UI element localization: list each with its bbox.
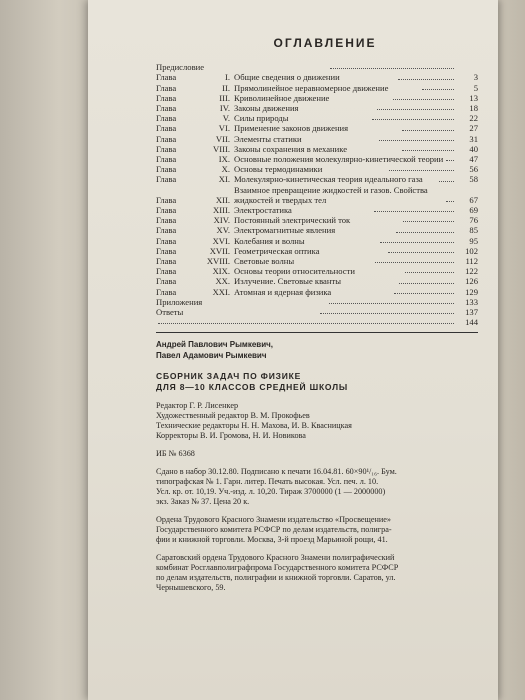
toc-page-number: 126 bbox=[465, 276, 479, 287]
toc-leader-dots bbox=[439, 181, 454, 182]
toc-row bbox=[156, 113, 478, 123]
toc-chapter-number: XIII. bbox=[213, 205, 230, 216]
toc-chapter-number: XVI. bbox=[212, 235, 230, 246]
author-1: Андрей Павлович Рымкевич, bbox=[156, 340, 273, 350]
toc-row bbox=[156, 287, 478, 297]
toc-row bbox=[156, 266, 478, 276]
toc-page-number: 3 bbox=[473, 72, 478, 83]
toc-chapter-number: XX. bbox=[215, 276, 230, 287]
toc-entry-title: Геометрическая оптика bbox=[234, 245, 320, 256]
toc-row bbox=[156, 123, 478, 133]
toc-row bbox=[156, 93, 478, 103]
printer-line: по делам издательств, полиграфии и книжной торговли. Саратов, ул. bbox=[156, 573, 396, 583]
toc-page-number: 18 bbox=[469, 103, 478, 114]
print-line: Усл. кр. от. 10,19. Уч.-изд. л. 10,20. Тираж 3700000 (1 — 2000000) bbox=[156, 487, 386, 497]
toc-row bbox=[156, 164, 478, 174]
toc-page-number: 129 bbox=[465, 286, 479, 297]
toc-list bbox=[156, 62, 478, 327]
toc-chapter-word: Глава bbox=[156, 123, 177, 134]
authors bbox=[156, 339, 478, 361]
toc-entry-title: Электростатика bbox=[234, 205, 292, 216]
toc-page-number: 5 bbox=[473, 82, 479, 93]
toc-chapter-number: XIV. bbox=[213, 215, 230, 226]
toc-row bbox=[156, 246, 478, 256]
toc-row bbox=[156, 307, 478, 317]
toc-entry-title: Общие сведения о движении bbox=[234, 72, 340, 83]
ib-text: ИБ № 6368 bbox=[156, 449, 195, 459]
toc-leader-dots bbox=[320, 313, 454, 314]
toc-leader-dots bbox=[375, 262, 454, 263]
toc-page-number: 58 bbox=[469, 174, 479, 185]
toc-chapter-word: Глава bbox=[156, 164, 177, 175]
printer-line: Чернышевского, 59. bbox=[156, 583, 226, 593]
toc-page-number: 31 bbox=[469, 133, 478, 144]
toc-row bbox=[156, 62, 478, 72]
editor-line: Редактор Г. Р. Лисенкер bbox=[156, 401, 239, 411]
toc-chapter-word: Глава bbox=[156, 72, 177, 83]
toc-row bbox=[156, 297, 478, 307]
toc-entry-title: Элементы статики bbox=[234, 133, 302, 144]
divider bbox=[156, 332, 478, 333]
print-line: типографская № 1. Гарн. литер. Печать высокая. Усл. печ. л. 10. bbox=[156, 477, 379, 487]
toc-chapter-word: Глава bbox=[156, 245, 177, 256]
toc-chapter-number: XV. bbox=[216, 225, 230, 236]
toc-chapter-number: I. bbox=[224, 72, 230, 83]
toc-chapter-number: XII. bbox=[215, 194, 230, 205]
toc-leader-dots bbox=[399, 283, 455, 284]
toc-leader-dots bbox=[374, 211, 454, 212]
toc-page-number: 67 bbox=[469, 194, 478, 205]
ib-number bbox=[156, 449, 478, 459]
toc-entry-title: Приложения bbox=[156, 296, 203, 307]
toc-chapter-word: Глава bbox=[156, 113, 177, 124]
toc-leader-dots bbox=[394, 293, 454, 294]
toc-row bbox=[156, 185, 478, 205]
toc-chapter-number: IV. bbox=[219, 103, 230, 114]
toc-leader-dots bbox=[405, 272, 454, 273]
toc-leader-dots bbox=[422, 89, 454, 90]
toc-entry-title: Силы природы bbox=[234, 113, 289, 124]
toc-entry-title: Основные положения молекулярно-кинетической теории bbox=[234, 154, 444, 165]
toc-page-number: 137 bbox=[465, 307, 479, 318]
book-title-line-2: ДЛЯ 8—10 КЛАССОВ СРЕДНЕЙ ШКОЛЫ bbox=[156, 382, 349, 393]
toc-page-number: 133 bbox=[465, 296, 479, 307]
toc-leader-dots bbox=[377, 109, 454, 110]
toc-chapter-word: Глава bbox=[156, 174, 177, 185]
book-title bbox=[156, 371, 478, 393]
toc-chapter-word: Глава bbox=[156, 103, 177, 114]
toc-entry-title: Применение законов движения bbox=[234, 123, 349, 134]
toc-chapter-word: Глава bbox=[156, 154, 177, 165]
toc-leader-dots bbox=[446, 160, 454, 161]
toc-entry-title: Взаимное превращение жидкостей и газов. Свойства жидкостей и твердых тел bbox=[234, 184, 428, 205]
toc-leader-dots bbox=[379, 140, 454, 141]
toc-chapter-word: Глава bbox=[156, 194, 177, 205]
toc-entry-title: Криволинейное движение bbox=[234, 92, 330, 103]
toc-row bbox=[156, 174, 478, 184]
toc-chapter-number: VI. bbox=[218, 123, 230, 134]
toc-entry-title: Законы сохранения в механике bbox=[234, 143, 348, 154]
toc-chapter-number: VIII. bbox=[213, 143, 230, 154]
toc-page-number: 122 bbox=[465, 266, 478, 277]
toc-row bbox=[156, 215, 478, 225]
editors-block bbox=[156, 401, 478, 441]
toc-page-number: 112 bbox=[465, 256, 479, 267]
toc-chapter-word: Глава bbox=[156, 133, 177, 144]
toc-entry-title: Излучение. Световые кванты bbox=[234, 276, 341, 287]
toc-entry-title: Законы движения bbox=[234, 103, 299, 114]
toc-chapter-word: Глава bbox=[156, 215, 177, 226]
book-title-line-1: СБОРНИК ЗАДАЧ ПО ФИЗИКЕ bbox=[156, 371, 302, 382]
toc-chapter-number: X. bbox=[221, 164, 230, 175]
toc-row bbox=[156, 205, 478, 215]
print-line: Сдано в набор 30.12.80. Подписано к печати 16.04.81. 60×90¹/₁₆. Бум. bbox=[156, 467, 397, 477]
toc-row bbox=[156, 256, 478, 266]
toc-page-number: 144 bbox=[465, 317, 478, 328]
toc-chapter-word: Глава bbox=[156, 256, 177, 267]
toc-leader-dots bbox=[393, 99, 454, 100]
toc-chapter-word: Глава bbox=[156, 286, 177, 297]
toc-entry-title: Колебания и волны bbox=[234, 235, 305, 246]
toc-row bbox=[156, 317, 478, 327]
editor-line: Корректоры В. И. Громова, Н. И. Новикова bbox=[156, 431, 306, 441]
book-cover-left bbox=[0, 0, 98, 700]
publisher-line: фии и книжной торговли. Москва, 3-й проезд Марьиной рощи, 41. bbox=[156, 535, 388, 545]
toc-chapter-word: Глава bbox=[156, 235, 177, 246]
toc-chapter-number: III. bbox=[219, 92, 230, 103]
editor-line: Технические редакторы Н. Н. Махова, И. В. Квасницкая bbox=[156, 421, 352, 431]
toc-entry-title: Атомная и ядерная физика bbox=[234, 286, 332, 297]
toc-page-number: 102 bbox=[465, 245, 479, 256]
toc-row bbox=[156, 276, 478, 286]
toc-page-number: 95 bbox=[469, 235, 479, 246]
toc-row bbox=[156, 154, 478, 164]
toc-page-number: 76 bbox=[469, 215, 479, 226]
toc-entry-title: Прямолинейное неравномерное движение bbox=[234, 82, 389, 93]
toc-page-number: 13 bbox=[469, 92, 479, 103]
toc-entry-title: Основы теории относительности bbox=[234, 266, 355, 277]
printer-block bbox=[156, 553, 478, 593]
printer-line: Саратовский ордена Трудового Красного Знамени полиграфический bbox=[156, 553, 395, 563]
toc-page-number: 27 bbox=[469, 123, 478, 134]
toc-chapter-word: Глава bbox=[156, 225, 177, 236]
toc-chapter-word: Глава bbox=[156, 82, 177, 93]
publisher-line: Ордена Трудового Красного Знамени издательство «Просвещение» bbox=[156, 515, 391, 525]
toc-page-number: 85 bbox=[469, 225, 478, 236]
printer-line: комбинат Росглавполиграфпрома Государственного комитета РСФСР bbox=[156, 563, 399, 573]
toc-leader-dots bbox=[380, 242, 454, 243]
toc-chapter-number: V. bbox=[222, 113, 230, 124]
toc-leader-dots bbox=[403, 221, 454, 222]
toc-chapter-number: XXI. bbox=[212, 286, 230, 297]
toc-chapter-number: VII. bbox=[215, 133, 230, 144]
toc-leader-dots bbox=[446, 201, 454, 202]
toc-entry-title: Основы термодинамики bbox=[234, 164, 323, 175]
toc-chapter-word: Глава bbox=[156, 92, 177, 103]
toc-row bbox=[156, 144, 478, 154]
toc-leader-dots bbox=[329, 303, 454, 304]
author-2: Павел Адамович Рымкевич bbox=[156, 351, 267, 361]
toc-chapter-number: XI. bbox=[218, 174, 230, 185]
toc-row bbox=[156, 225, 478, 235]
toc-entry-title: Молекулярно-кинетическая теория идеального газа bbox=[234, 174, 423, 185]
toc-chapter-word: Глава bbox=[156, 205, 177, 216]
toc-chapter-number: II. bbox=[222, 82, 230, 93]
toc-leader-dots bbox=[402, 130, 454, 131]
toc-page-number: 22 bbox=[469, 113, 478, 124]
toc-chapter-number: XVII. bbox=[209, 245, 230, 256]
toc-leader-dots bbox=[398, 79, 454, 80]
toc-chapter-number: XIX. bbox=[212, 266, 230, 277]
print-info-block bbox=[156, 467, 478, 507]
toc-title: ОГЛАВЛЕНИЕ bbox=[273, 36, 377, 50]
toc-chapter-word: Глава bbox=[156, 266, 177, 277]
toc-page-number: 69 bbox=[469, 205, 478, 216]
toc-row bbox=[156, 103, 478, 113]
toc-leader-dots bbox=[330, 68, 454, 69]
page-content bbox=[156, 38, 478, 593]
publisher-block bbox=[156, 515, 478, 545]
toc-row bbox=[156, 72, 478, 82]
toc-chapter-word: Глава bbox=[156, 276, 177, 287]
publisher-line: Государственного комитета РСФСР по делам издательств, полигра- bbox=[156, 525, 392, 535]
toc-page-number: 40 bbox=[469, 143, 479, 154]
print-line: экз. Заказ № 37. Цена 20 к. bbox=[156, 497, 250, 507]
toc-entry-title: Ответы bbox=[156, 307, 184, 318]
toc-chapter-number: IX. bbox=[218, 154, 230, 165]
toc-row bbox=[156, 236, 478, 246]
toc-page-number: 47 bbox=[469, 154, 478, 165]
toc-row bbox=[156, 83, 478, 93]
toc-leader-dots bbox=[372, 119, 454, 120]
toc-leader-dots bbox=[396, 232, 454, 233]
toc-chapter-number: XVIII. bbox=[206, 256, 230, 267]
toc-entry-title: Световые волны bbox=[234, 256, 295, 267]
toc-leader-dots bbox=[402, 150, 455, 151]
toc-chapter-word: Глава bbox=[156, 143, 177, 154]
toc-entry-title: Постоянный электрический ток bbox=[234, 215, 351, 226]
toc-leader-dots bbox=[158, 323, 454, 324]
toc-entry-title: Предисловие bbox=[156, 62, 205, 73]
toc-leader-dots bbox=[388, 252, 454, 253]
toc-entry-title: Электромагнитные явления bbox=[234, 225, 336, 236]
toc-page-number: 56 bbox=[469, 164, 479, 175]
toc-row bbox=[156, 134, 478, 144]
editor-line: Художественный редактор В. М. Прокофьев bbox=[156, 411, 310, 421]
toc-leader-dots bbox=[389, 170, 454, 171]
